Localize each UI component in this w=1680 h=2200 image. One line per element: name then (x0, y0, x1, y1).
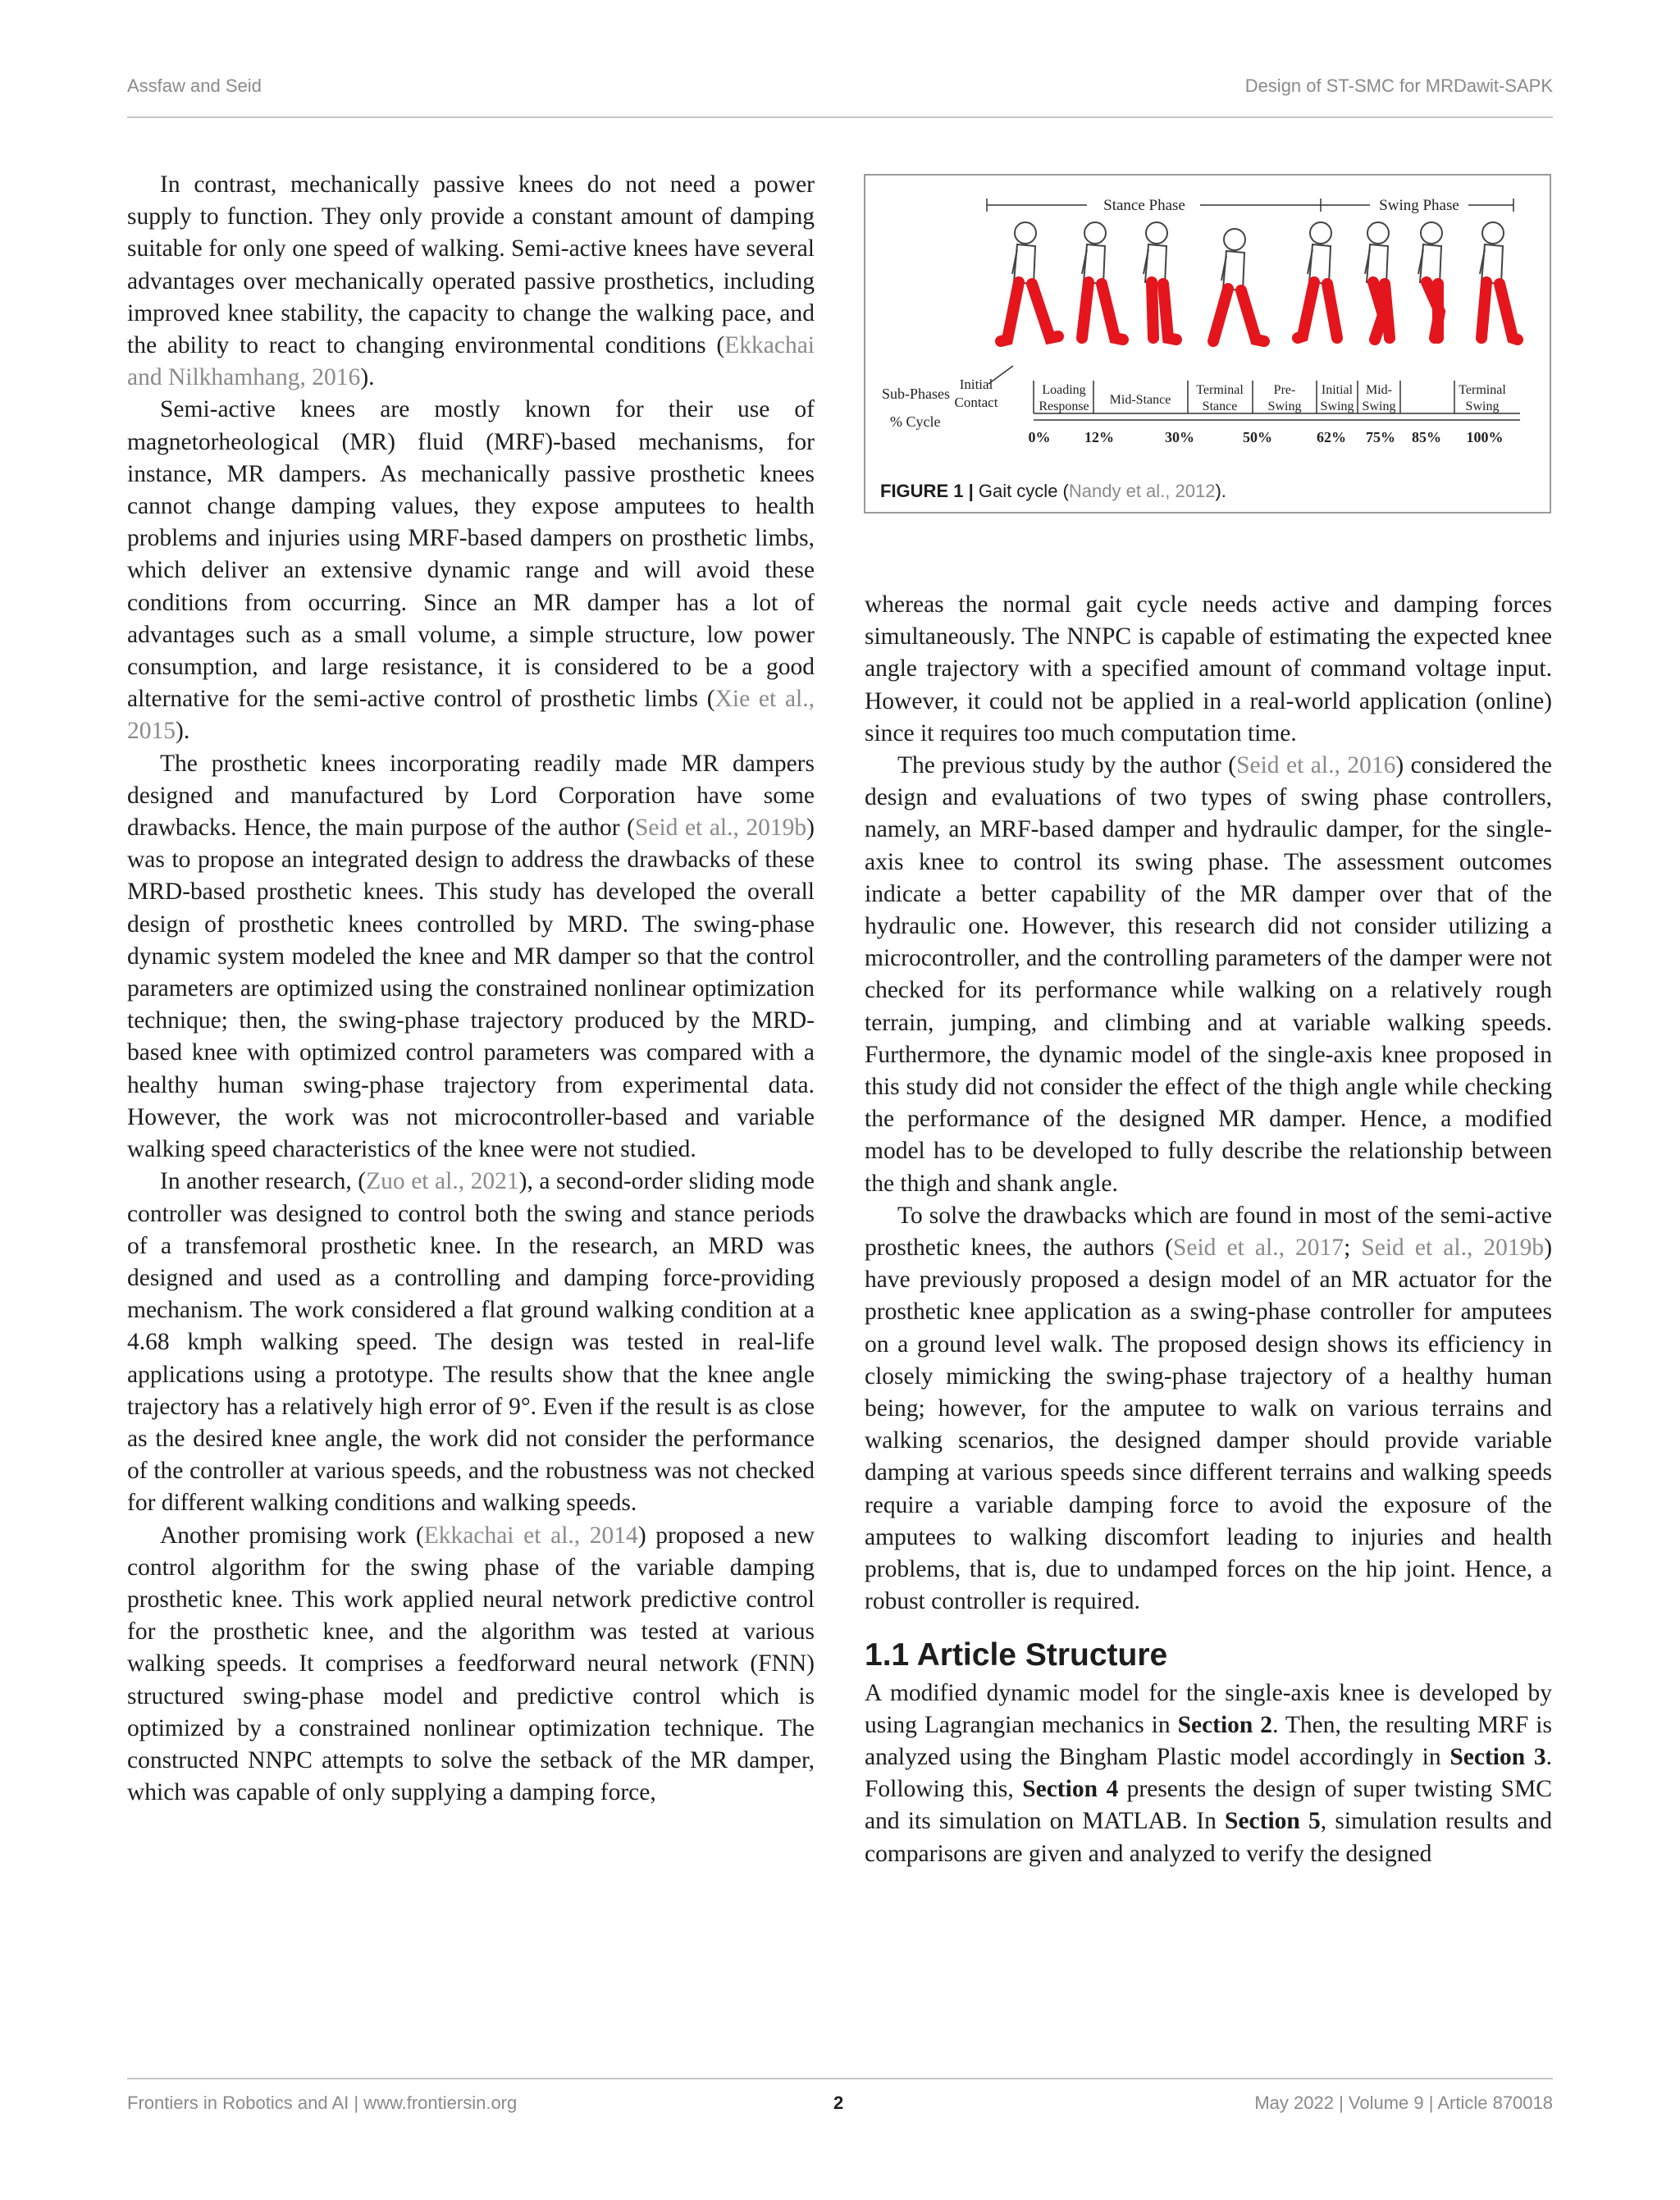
svg-text:Swing: Swing (1465, 399, 1500, 413)
paragraph: A modified dynamic model for the single-axis knee is developed by using Lagrangian mechanics in Section 2. Then, the resulting MRF is analyzed using the Bingham Plastic model accordingly in Section 3. Following this, Section 4 presents the design of super twisting SMC and its simulation on MATLAB. In Section 5, simulation results and comparisons are given and analyzed to verify the designed (865, 1679, 1552, 1867)
paragraph: whereas the normal gait cycle needs active and damping forces simultaneously. The NNPC is capable of estimating the expected knee angle trajectory with a specified amount of command voltage input. However, it could not be applied in a real-world application (online) since it requires too much computation time. (865, 591, 1552, 746)
phase-label: Mid-Stance (1109, 393, 1171, 407)
gait-cycle-illustration (865, 176, 1550, 471)
stance-phase-arrow (987, 197, 1321, 214)
citation-link[interactable]: Seid et al., 2019b (634, 815, 807, 842)
percent-label: 85% (1412, 429, 1441, 445)
swing-phase-arrow (1321, 197, 1513, 214)
svg-text:Swing: Swing (1267, 399, 1302, 413)
walking-figures (1001, 222, 1518, 341)
svg-text:Response: Response (1039, 399, 1089, 413)
cycle-label: % Cycle (890, 413, 941, 430)
figure-1 (864, 174, 1551, 513)
paragraph: The prosthetic knees incorporating readily made MR dampers designed and manufactured by Lord Corporation have some drawbacks. Hence, the main purpose of the author (Seid et al., 2019b) was to propose an integrated design to address the drawbacks of these MRD-based prosthetic knees. This study has developed the overall design of prosthetic knees controlled by MRD. The swing-phase dynamic system modeled the knee and MR damper so that the control parameters are optimized using the constrained nonlinear optimization technique; then, the swing-phase trajectory produced by the MRD-based knee with optimized control parameters was compared with a healthy human swing-phase trajectory from experimental data. However, the work was not microcontroller-based and variable walking speed characteristics of the knee were not studied. (127, 750, 815, 1163)
svg-text:Stance: Stance (1202, 399, 1238, 413)
citation-link[interactable]: Zuo et al., 2021 (366, 1168, 519, 1195)
percent-label: 62% (1317, 429, 1346, 445)
paragraph: The previous study by the author (Seid et al., 2016) considered the design and evaluations of two types of swing phase controllers, namely, an MRF-based damper and hydraulic damper, for the single-axis knee to control its swing phase. The assessment outcomes indicate a better capability of the MR damper over that of the hydraulic one. However, this research did not consider utilizing a microcontroller, and the controlling parameters of the damper were not checked for its performance while walking on a relatively rough terrain, jumping, and climbing and at variable walking speeds. Furthermore, the dynamic model of the single-axis knee proposed in this study did not consider the effect of the thigh angle while checking the performance of the designed MR damper. Hence, a modified model has to be developed to fully describe the relationship between the thigh and shank angle. (865, 752, 1552, 1197)
phase-label: Terminal (1459, 383, 1506, 397)
footer-rule (127, 2078, 1553, 2079)
svg-text:Swing: Swing (1320, 399, 1354, 413)
stance-phase-label: Stance Phase (1103, 197, 1185, 214)
percent-label: 50% (1243, 429, 1272, 445)
phase-label: Mid- (1366, 383, 1392, 397)
percent-labels (1029, 429, 1504, 445)
left-column (127, 169, 815, 1809)
swing-phase-label: Swing Phase (1379, 197, 1459, 214)
citation-link[interactable]: Seid et al., 2017 (1172, 1235, 1344, 1262)
phase-label: Initial (1321, 383, 1354, 397)
section-reference[interactable]: Section 3 (1449, 1743, 1546, 1770)
section-reference[interactable]: Section 4 (1022, 1776, 1119, 1803)
paragraph: Semi-active knees are mostly known for their use of magnetorheological (MR) fluid (MRF)-based mechanisms, for instance, MR dampers. As mechanically passive prosthetic knees cannot change damping values, they expose amputees to health problems and injuries using MRF-based dampers on prosthetic limbs, which deliver an extensive dynamic range and will avoid these conditions from occurring. Since an MR damper has a lot of advantages such as a small volume, a simple structure, low power consumption, and large resistance, it is considered to be a good alternative for the semi-active control of prosthetic limbs (Xie et al., 2015). (127, 396, 815, 745)
paragraph: In contrast, mechanically passive knees do not need a power supply to function. They only provide a constant amount of damping suitable for only one speed of walking. Semi-active knees have several advantages over mechanically operated passive prosthetics, including improved knee stability, the capacity to change the walking pace, and the ability to react to changing environmental conditions (Ekkachai and Nilkhamhang, 2016). (127, 171, 815, 391)
section-heading: 1.1 Article Structure (865, 1636, 1168, 1673)
figure-caption: FIGURE 1 | Gait cycle (Nandy et al., 2012). (880, 481, 1226, 501)
page-number: 2 (833, 2093, 844, 2113)
percent-label: 0% (1028, 429, 1051, 445)
citation-link[interactable]: Nandy et al., 2012 (1068, 481, 1216, 501)
citation-link[interactable]: Ekkachai et al., 2014 (423, 1522, 638, 1549)
citation-link[interactable]: Seid et al., 2019b (1361, 1235, 1545, 1262)
initial-contact-label: Initial (959, 377, 993, 392)
sub-phase-table (1034, 381, 1520, 420)
running-header-authors: Assfaw and Seid (127, 75, 262, 96)
phase-label: Terminal (1196, 383, 1244, 397)
percent-label: 100% (1466, 429, 1504, 445)
paragraph: In another research, (Zuo et al., 2021), a second-order sliding mode controller was designed to control both the swing and stance periods of a transfemoral prosthetic knee. In the research, an MRD was designed and used as a controlling and damping force-providing mechanism. The work considered a flat ground walking condition at a 4.68 kmph walking speed. The design was tested in real-life applications using a prototype. The results show that the knee angle trajectory has a relatively high error of 9°. Even if the result is as close as the desired knee angle, the work did not consider the performance of the controller at various speeds, and the robustness was not checked for different walking conditions and walking speeds. (127, 1168, 815, 1517)
header-rule (127, 116, 1553, 118)
footer-journal[interactable]: Frontiers in Robotics and AI | www.frontiersin.org (127, 2093, 518, 2113)
sub-phases-label: Sub-Phases (882, 386, 951, 402)
phase-label: Pre- (1273, 383, 1296, 397)
percent-label: 12% (1084, 429, 1114, 445)
percent-label: 30% (1165, 429, 1194, 445)
running-header-title: Design of ST-SMC for MRDawit-SAPK (1244, 75, 1553, 96)
footer-issue-info: May 2022 | Volume 9 | Article 870018 (1254, 2093, 1553, 2113)
svg-text:Contact: Contact (954, 395, 998, 410)
paragraph: Another promising work (Ekkachai et al., 2014) proposed a new control algorithm for the swing phase of the variable damping prosthetic knee. This work applied neural network predictive control for the prosthetic knee, and the algorithm was tested at various walking speeds. It comprises a feedforward neural network (FNN) structured swing-phase model and predictive control which is optimized by a constrained nonlinear optimization technique. The constructed NNPC attempts to solve the setback of the MR damper, which was capable of only supplying a damping force, (127, 1522, 815, 1806)
section-reference[interactable]: Section 5 (1225, 1808, 1321, 1835)
citation-link[interactable]: Seid et al., 2016 (1236, 752, 1396, 779)
phase-label: Loading (1042, 383, 1086, 397)
citation-link[interactable]: Ekkachai and Nilkhamhang, 2016 (127, 332, 815, 391)
right-column (865, 589, 1552, 1870)
percent-label: 75% (1366, 429, 1395, 445)
citation-link[interactable]: Xie et al., 2015 (127, 686, 815, 745)
section-reference[interactable]: Section 2 (1177, 1711, 1273, 1738)
paragraph: To solve the drawbacks which are found in most of the semi-active prosthetic knees, the authors (Seid et al., 2017; Seid et al., 2019b) have previously proposed a design model of an MR actuator for the prosthetic knee application as a swing-phase controller for amputees on a ground level walk. The proposed design shows its efficiency in closely mimicking the swing-phase trajectory of a healthy human being; however, for the amputee to walk on various terrains and walking scenarios, the designed damper should provide variable damping at various speeds since different terrains and walking speeds require a variable damping force to avoid the exposure of the amputees to walking discomfort leading to injuries and health problems, that is, due to undamped forces on the hip joint. Hence, a robust controller is required. (865, 1202, 1553, 1615)
svg-text:Swing: Swing (1362, 399, 1396, 413)
